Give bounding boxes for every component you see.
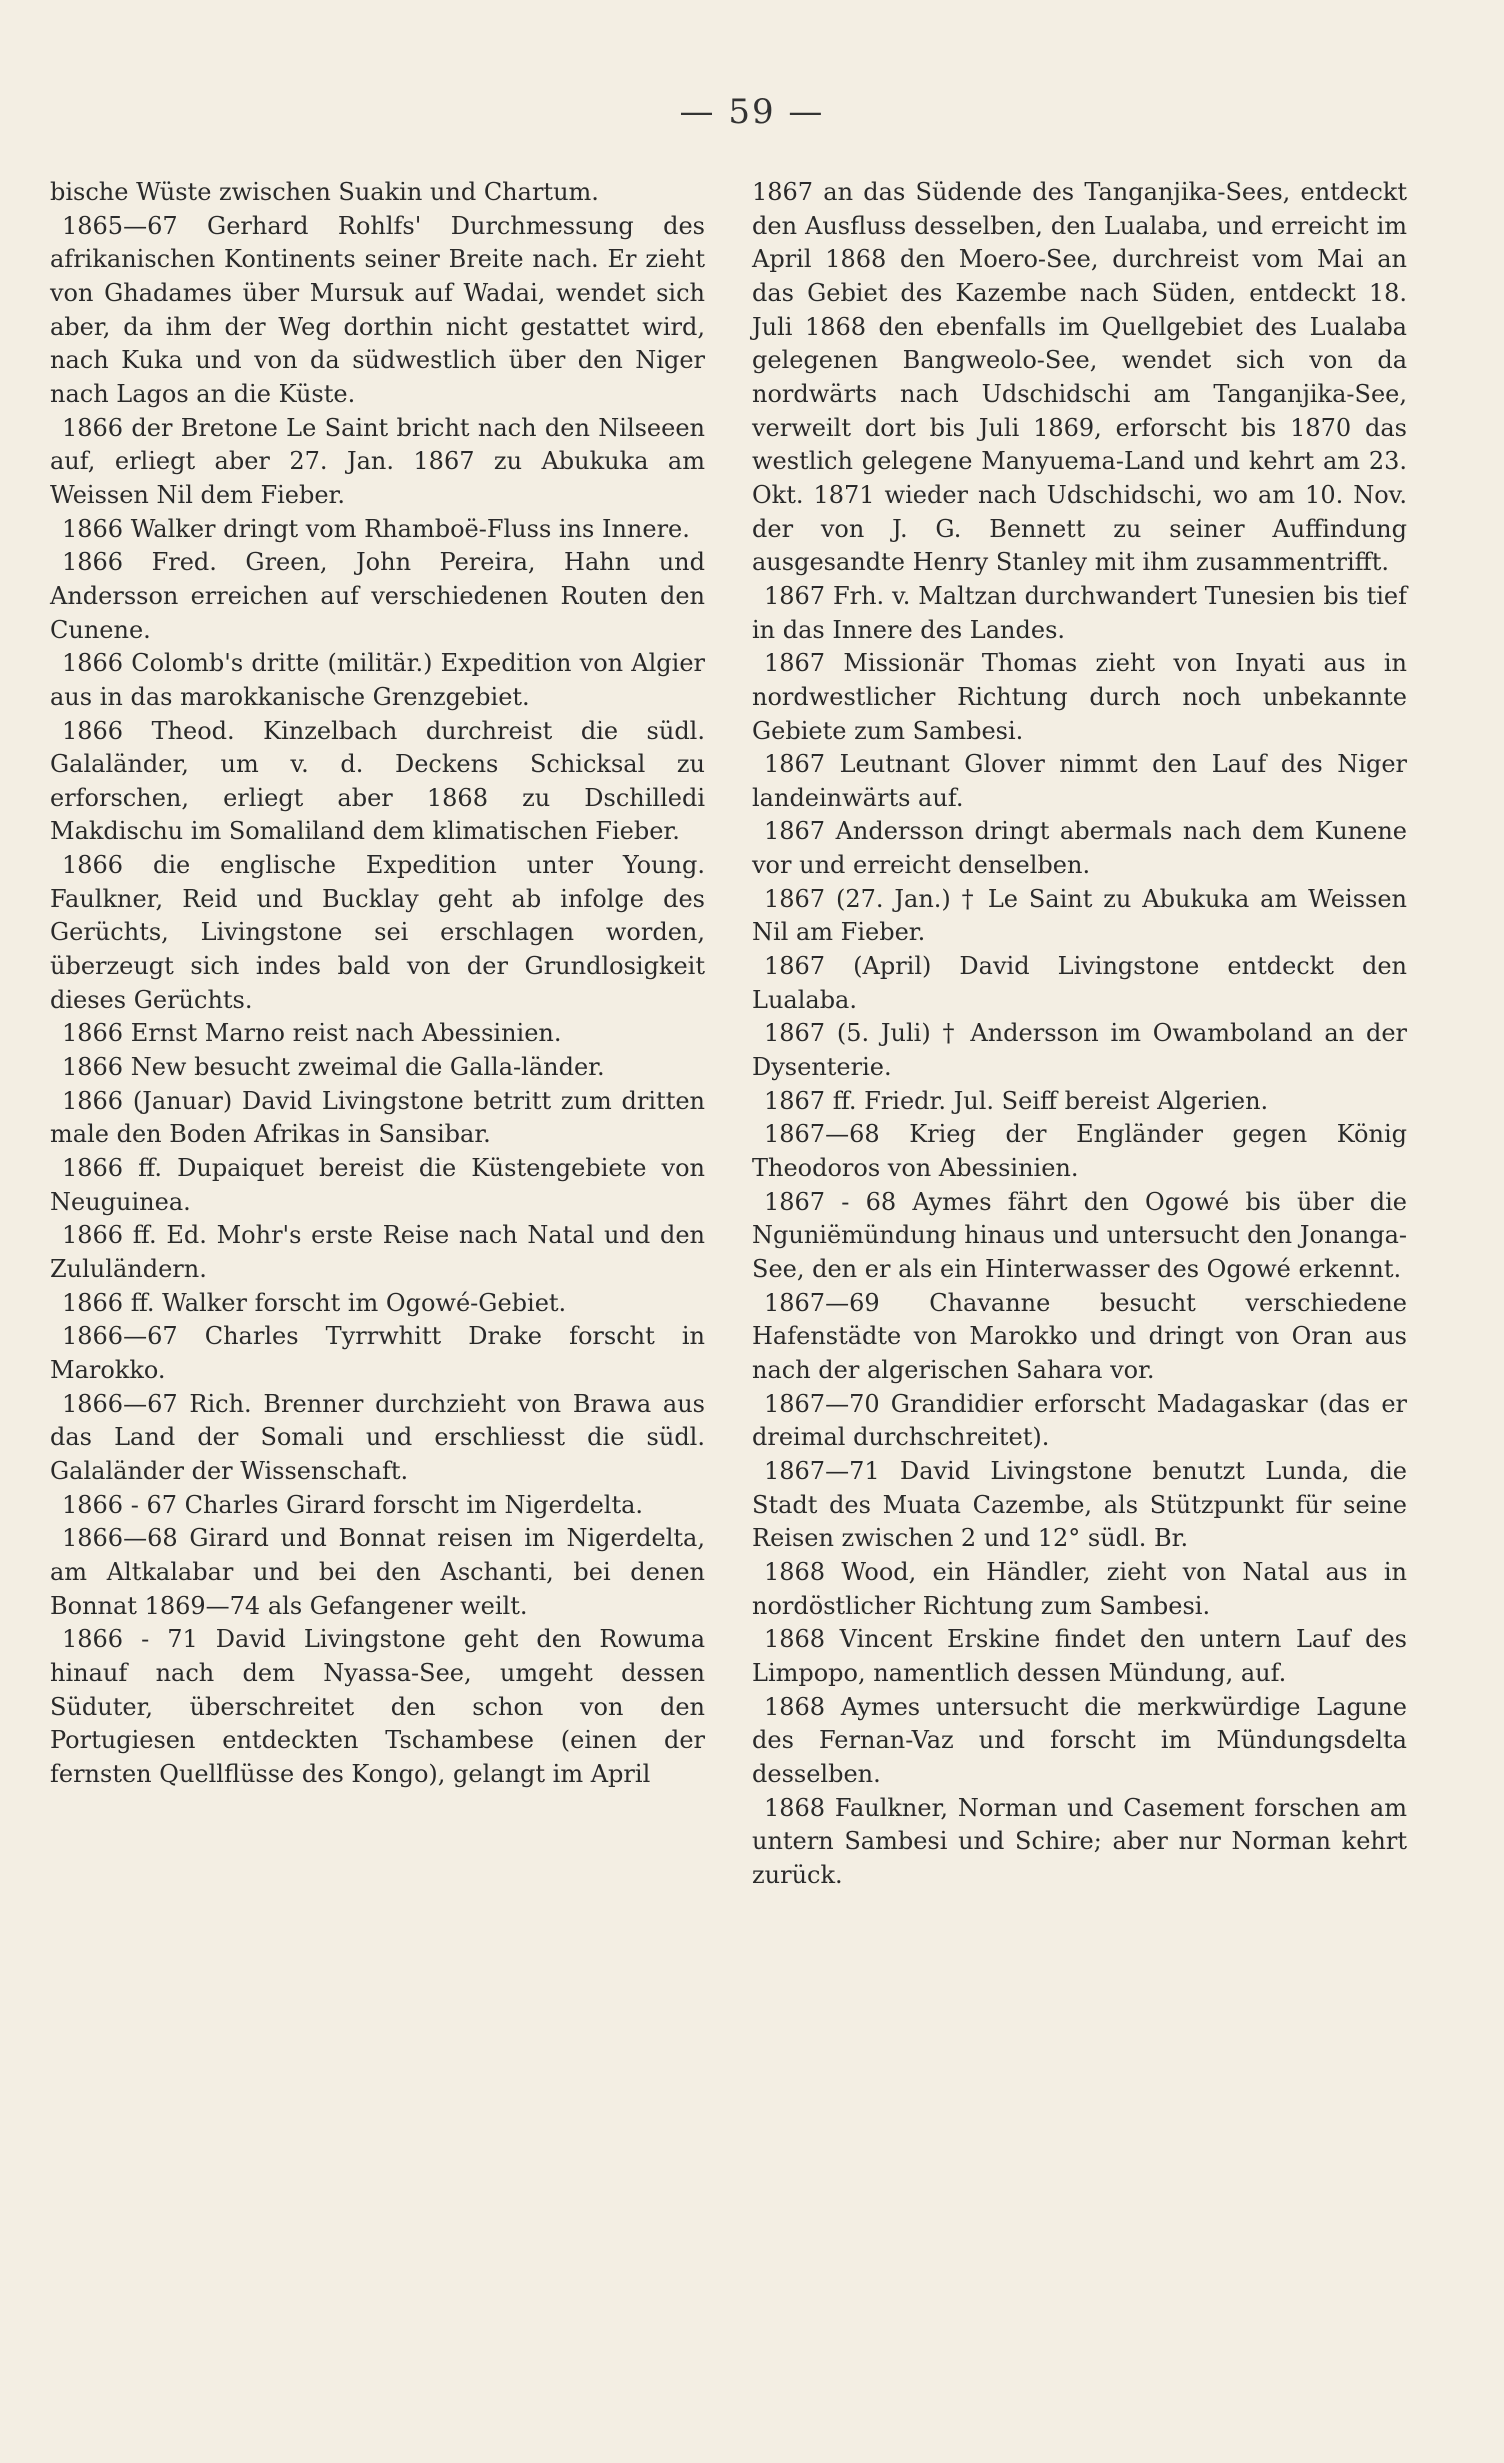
chronology-entry: 1866 ff. Ed. Mohr's erste Reise nach Natal und den Zululändern. bbox=[50, 1221, 705, 1283]
chronology-entry: 1868 Faulkner, Norman und Casement forschen am untern Sambesi und Schire; aber nur Norman kehrt zurück. bbox=[752, 1793, 1407, 1889]
chronology-entry: 1866 die englische Expedition unter Young. Faulkner, Reid und Bucklay geht ab infolge des Gerüchts, Livingstone sei erschlagen worden, überzeugt sich indes bald von der Grundlosigkeit dieses Gerüchts. bbox=[50, 851, 705, 1014]
chronology-entry: 1867 (27. Jan.) † Le Saint zu Abukuka am Weissen Nil am Fieber. bbox=[752, 884, 1407, 947]
chronology-entry: 1867 ff. Friedr. Jul. Seiff bereist Algerien. bbox=[764, 1086, 1269, 1115]
chronology-entry: 1866 ff. Walker forscht im Ogowé-Gebiet. bbox=[62, 1288, 567, 1317]
chronology-entry: 1867 an das Südende des Tanganjika-Sees, entdeckt den Ausfluss desselben, den Lualaba, und erreicht im April 1868 den Moero-See, durchreist vom Mai an das Gebiet des Kazembe nach Süden, entdeckt 18. Juli 1868 den ebenfalls im Quellgebiet des Lualaba gelegenen Bangweolo-See, wendet sich von da nordwärts nach Udschidschi am Tanganjika-See, verweilt dort bis Juli 1869, erforscht bis 1870 das westlich gelegene Manyuema-Land und kehrt am 23. Okt. 1871 wieder nach Udschidschi, wo am 10. Nov. der von J. G. Bennett zu seiner Auffindung ausgesandte Henry Stanley mit ihm zusammentrifft. bbox=[752, 178, 1407, 577]
chronology-entry: 1867—71 David Livingstone benutzt Lunda, die Stadt des Muata Cazembe, als Stützpunkt für seine Reisen zwischen 2 und 12° südl. Br. bbox=[752, 1456, 1407, 1553]
chronology-entry: 1867 Missionär Thomas zieht von Inyati aus in nordwestlicher Richtung durch noch unbekannte Gebiete zum Sambesi. bbox=[752, 649, 1407, 745]
chronology-entry: 1867—70 Grandidier erforscht Madagaskar (das er dreimal durchschreitet). bbox=[752, 1389, 1407, 1452]
chronology-entry: 1867—69 Chavanne besucht verschiedene Hafenstädte von Marokko und dringt von Oran aus nach der algerischen Sahara vor. bbox=[752, 1288, 1407, 1384]
chronology-entry: 1867—68 Krieg der Engländer gegen König Theodoros von Abessinien. bbox=[752, 1120, 1407, 1183]
chronology-entry: 1866 (Januar) David Livingstone betritt zum dritten male den Boden Afrikas in Sansibar. bbox=[50, 1086, 705, 1149]
chronology-entry: 1867 - 68 Aymes fährt den Ogowé bis über die Nguniëmündung hinaus und untersucht den Jonanga-See, den er als ein Hinterwasser des Ogowé erkennt. bbox=[752, 1187, 1407, 1283]
right-column bbox=[752, 176, 1407, 1892]
chronology-entry: 1866 der Bretone Le Saint bricht nach den Nilseeen auf, erliegt aber 27. Jan. 1867 zu Abukuka am Weissen Nil dem Fieber. bbox=[50, 413, 705, 509]
chronology-entry: 1867 Frh. v. Maltzan durchwandert Tunesien bis tief in das Innere des Landes. bbox=[752, 581, 1407, 644]
chronology-entry: 1866 - 71 David Livingstone geht den Rowuma hinauf nach dem Nyassa-See, umgeht dessen Süduter, überschreitet den schon von den Portugiesen entdeckten Tschambese (einen der fernsten Quellflüsse des Kongo), gelangt im April bbox=[50, 1625, 705, 1788]
chronology-entry: 1866 Ernst Marno reist nach Abessinien. bbox=[62, 1019, 562, 1048]
chronology-entry: bische Wüste zwischen Suakin und Chartum. bbox=[50, 178, 599, 206]
page-number: — 59 — bbox=[679, 92, 825, 132]
chronology-entry: 1867 Leutnant Glover nimmt den Lauf des Niger landeinwärts auf. bbox=[752, 750, 1407, 812]
left-column bbox=[50, 176, 705, 1792]
chronology-entry: 1866 Colomb's dritte (militär.) Expedition von Algier aus in das marokkanische Grenzgebiet. bbox=[50, 649, 705, 711]
chronology-entry: 1866 Walker dringt vom Rhamboë-Fluss ins Innere. bbox=[62, 514, 690, 543]
chronology-entry: 1866 Theod. Kinzelbach durchreist die südl. Galaländer, um v. d. Deckens Schicksal zu erforschen, erliegt aber 1868 zu Dschilledi Makdischu im Somaliland dem klimatischen Fieber. bbox=[50, 716, 705, 846]
chronology-entry: 1868 Vincent Erskine findet den untern Lauf des Limpopo, namentlich dessen Mündung, auf. bbox=[752, 1625, 1407, 1687]
chronology-entry: 1866 Fred. Green, John Pereira, Hahn und Andersson erreichen auf verschiedenen Routen den Cunene. bbox=[50, 548, 705, 644]
chronology-entry: 1865—67 Gerhard Rohlfs' Durchmessung des afrikanischen Kontinents seiner Breite nach. Er zieht von Ghadames über Mursuk auf Wadai, wendet sich aber, da ihm der Weg dorthin nicht gestattet wird, nach Kuka und von da südwestlich über den Niger nach Lagos an die Küste. bbox=[50, 211, 705, 408]
chronology-entry: 1867 (5. Juli) † Andersson im Owamboland an der Dysenterie. bbox=[752, 1019, 1407, 1082]
chronology-entry: 1866—67 Rich. Brenner durchzieht von Brawa aus das Land der Somali und erschliesst die südl. Galaländer der Wissenschaft. bbox=[50, 1389, 705, 1485]
chronology-entry: 1867 Andersson dringt abermals nach dem Kunene vor und erreicht denselben. bbox=[752, 817, 1407, 880]
chronology-entry: 1868 Wood, ein Händler, zieht von Natal aus in nordöstlicher Richtung zum Sambesi. bbox=[752, 1557, 1407, 1620]
chronology-entry: 1868 Aymes untersucht die merkwürdige Lagune des Fernan-Vaz und forscht im Mündungsdelta desselben. bbox=[752, 1692, 1407, 1788]
chronology-entry: 1866 - 67 Charles Girard forscht im Nigerdelta. bbox=[62, 1490, 644, 1519]
chronology-entry: 1866 New besucht zweimal die Galla-länder. bbox=[62, 1053, 605, 1082]
chronology-entry: 1866—67 Charles Tyrrwhitt Drake forscht in Marokko. bbox=[50, 1322, 705, 1384]
chronology-entry: 1866—68 Girard und Bonnat reisen im Nigerdelta, am Altkalabar und bei den Aschanti, bei denen Bonnat 1869—74 als Gefangener weilt. bbox=[50, 1524, 705, 1620]
chronology-entry: 1866 ff. Dupaiquet bereist die Küstengebiete von Neuguinea. bbox=[50, 1154, 705, 1216]
chronology-entry: 1867 (April) David Livingstone entdeckt den Lualaba. bbox=[752, 952, 1407, 1014]
